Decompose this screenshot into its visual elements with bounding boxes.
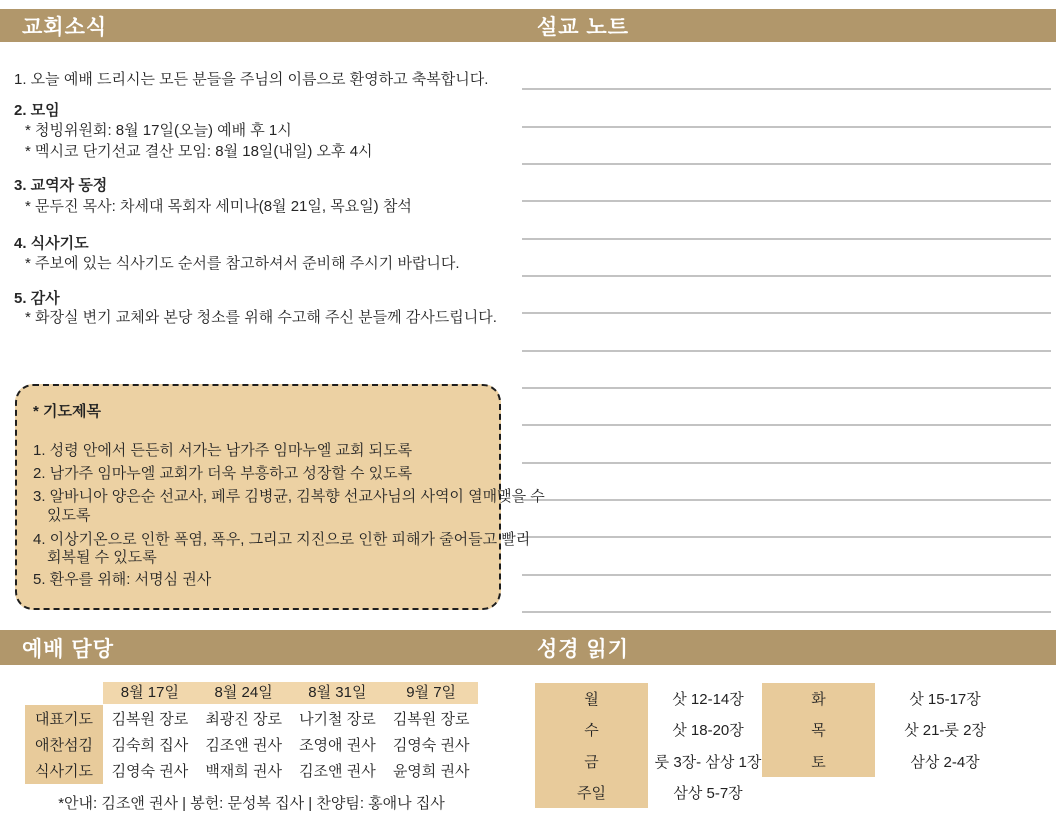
note-line (522, 424, 1051, 426)
news-heading: 4. 식사기도 (14, 235, 89, 252)
bible-day-cell: 월 (584, 691, 599, 709)
note-line (522, 574, 1051, 576)
worship-col-header: 8월 17일 (120, 684, 179, 701)
note-line (522, 88, 1051, 90)
bible-day-cell: 목 (811, 722, 826, 740)
worship-row-label: 식사기도 (35, 763, 93, 781)
worship-cell: 나기철 장로 (299, 711, 376, 728)
news-heading: 2. 모임 (14, 102, 60, 119)
worship-cell: 윤영희 권사 (392, 763, 470, 780)
worship-col-header: 8월 31일 (308, 684, 367, 701)
worship-row-label: 애찬섬김 (35, 736, 93, 754)
worship-cell: 김조앤 권사 (299, 763, 376, 780)
prayer-line: 5. 환우를 위해: 서명심 권사 (33, 571, 212, 588)
top-section-bar (0, 9, 1056, 42)
news-heading: 5. 감사 (14, 290, 60, 307)
bible-reading-cell: 룻 3장- 삼상 1장 (654, 753, 762, 771)
worship-cell: 김조앤 권사 (205, 737, 282, 754)
note-line (522, 462, 1051, 464)
worship-cell: 조영애 권사 (299, 737, 376, 754)
note-line (522, 238, 1051, 240)
worship-table-row (103, 707, 478, 733)
note-line (522, 275, 1051, 277)
bible-reading-cell: 삿 15-17장 (909, 691, 981, 709)
prayer-line: 회복될 수 있도록 (47, 549, 157, 566)
news-line: * 주보에 있는 식사기도 순서를 참고하셔서 준비해 주시기 바랍니다. (25, 255, 460, 272)
news-line: * 문두진 목사: 차세대 목회자 세미나(8월 21일, 목요일) 참석 (25, 198, 412, 215)
bible-day-cell: 토 (811, 753, 826, 771)
worship-footnote: *안내: 김조앤 권사 | 봉헌: 문성복 집사 | 찬양팀: 홍애나 집사 (58, 795, 445, 812)
church-news-title: 교회소식 (22, 15, 108, 39)
bible-day-cell: 금 (584, 753, 599, 771)
note-line (522, 312, 1051, 314)
bible-reading-title: 성경 읽기 (537, 637, 629, 661)
worship-cell: 최광진 장로 (205, 711, 282, 728)
bottom-section-bar (0, 630, 1056, 665)
news-line: * 화장실 변기 교체와 본당 청소를 위해 수고해 주신 분들께 감사드립니다. (25, 309, 497, 326)
bible-day-cell: 화 (811, 691, 826, 709)
worship-col-header: 8월 24일 (214, 684, 273, 701)
worship-cell: 김숙희 집사 (111, 737, 189, 754)
worship-col-header: 9월 7일 (406, 684, 457, 701)
news-line: * 청빙위원회: 8월 17일(오늘) 예배 후 1시 (25, 122, 292, 139)
note-line (522, 499, 1051, 501)
bible-reading-cell: 삼상 2-4장 (910, 753, 980, 771)
worship-cell: 김영숙 권사 (111, 763, 189, 780)
worship-table-row (103, 759, 478, 785)
prayer-line: 4. 이상기온으로 인한 폭염, 폭우, 그리고 지진으로 인한 피해가 줄어들고 빨리 (33, 531, 531, 548)
prayer-line: 있도록 (47, 507, 91, 524)
bible-reading-cell: 삿 21-룻 2장 (904, 722, 986, 740)
news-heading: 3. 교역자 동정 (14, 177, 108, 194)
bible-day-cell: 주일 (577, 784, 606, 802)
worship-table-header-row (103, 682, 478, 704)
note-line (522, 163, 1051, 165)
note-line (522, 350, 1051, 352)
worship-cell: 김복원 장로 (111, 711, 189, 728)
worship-row-labels (25, 705, 103, 784)
bible-reading-cell: 삿 18-20장 (672, 722, 744, 740)
worship-cell: 김영숙 권사 (392, 737, 470, 754)
worship-cell: 백재희 권사 (205, 763, 282, 780)
news-line: * 멕시코 단기선교 결산 모임: 8월 18일(내일) 오후 4시 (25, 143, 373, 160)
bible-readings-right-column (875, 683, 1015, 777)
note-line (522, 536, 1051, 538)
note-line (522, 126, 1051, 128)
news-line: 1. 오늘 예배 드리시는 모든 분들을 주님의 이름으로 환영하고 축복합니다. (14, 71, 489, 88)
prayer-topics-title: * 기도제목 (33, 403, 101, 420)
bible-reading-cell: 삼상 5-7장 (673, 784, 743, 802)
prayer-topics-box (15, 384, 545, 610)
bible-readings-left-column (648, 683, 768, 808)
bible-days-right-column (762, 683, 875, 777)
note-line (522, 611, 1051, 613)
note-line (522, 387, 1051, 389)
prayer-line: 3. 알바니아 양은순 선교사, 페루 김병균, 김복향 선교사님의 사역이 열매맺을 수 (33, 488, 545, 505)
bible-day-cell: 수 (584, 722, 599, 740)
note-line (522, 200, 1051, 202)
worship-cell: 김복원 장로 (392, 711, 470, 728)
worship-row-label: 대표기도 (35, 710, 93, 728)
sermon-notes-title: 설교 노트 (537, 15, 629, 39)
worship-duty-title: 예배 담당 (22, 637, 114, 661)
prayer-line: 2. 남가주 임마누엘 교회가 더욱 부흥하고 성장할 수 있도록 (33, 465, 413, 482)
prayer-line: 1. 성령 안에서 든든히 서가는 남가주 임마누엘 교회 되도록 (33, 442, 413, 459)
worship-table-row (103, 733, 478, 759)
bible-days-left-column (535, 683, 648, 808)
bible-reading-cell: 삿 12-14장 (672, 691, 744, 709)
